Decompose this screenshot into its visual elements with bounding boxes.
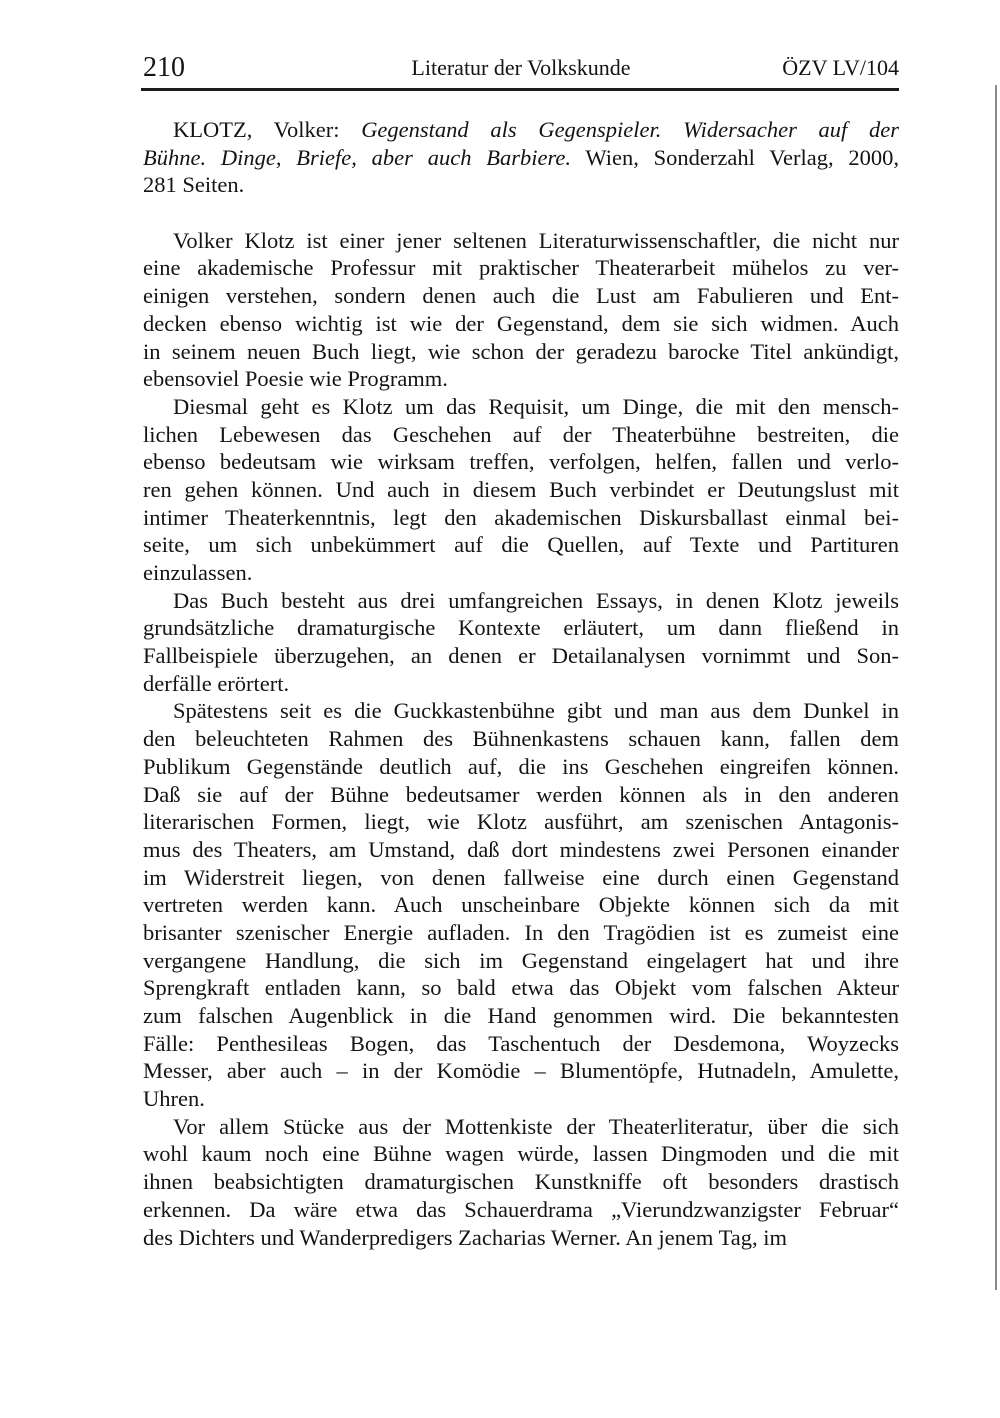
citation-title-italic: Gegenstand als Gegenspieler. Widersacher auf der — [361, 117, 899, 142]
text-line: brisanter szenischer Energie aufladen. In den Tragödien ist es zumeist eine — [143, 919, 899, 945]
text-line: ihnen beabsichtigten dramaturgischen Kunstkniffe oft besonders drastisch — [143, 1169, 899, 1195]
citation-title-italic: Bühne. Dinge, Briefe, aber auch Barbiere. — [143, 144, 572, 170]
citation-line — [143, 144, 899, 172]
text-line: ren gehen können. Und auch in diesem Buch verbindet er Deutungslust mit — [143, 476, 899, 502]
text-line: Fallbeispiele überzugehen, an denen er Detailanalysen vornimmt und Son- — [143, 643, 899, 669]
text-block — [143, 116, 899, 1251]
text-line: wohl kaum noch eine Bühne wagen würde, lassen Dingmoden und die mit — [143, 1141, 899, 1167]
text-line: vergangene Handlung, die sich im Gegenstand eingelagert hat und ihre — [143, 947, 899, 973]
citation-line — [143, 171, 899, 199]
text-line: derfälle erörtert. — [143, 670, 290, 696]
page-number: 210 — [143, 52, 185, 83]
text-line: Das Buch besteht aus drei umfangreichen Essays, in denen Klotz jeweils — [173, 587, 899, 613]
text-line: vertreten werden kann. Auch unscheinbare Objekte können sich da mit — [143, 892, 899, 918]
review-body — [143, 227, 899, 1251]
paragraph — [143, 587, 899, 698]
text-line: Spätestens seit es die Guckkastenbühne gibt und man aus dem Dunkel in — [173, 698, 899, 724]
text-line: Messer, aber auch – in der Komödie – Blumentöpfe, Hutnadeln, Amulette, — [143, 1058, 899, 1084]
text-line: intimer Theaterkenntnis, legt den akademischen Diskursballast einmal bei- — [143, 504, 899, 530]
text-line: Daß sie auf der Bühne bedeutsamer werden können als in den anderen — [143, 781, 899, 807]
paragraph — [143, 697, 899, 1112]
text-line: des Dichters und Wanderpredigers Zacharias Werner. An jenem Tag, im — [143, 1224, 787, 1250]
page-header — [143, 48, 899, 82]
text-line: lichen Lebewesen das Geschehen auf der Theaterbühne bestreiten, die — [143, 421, 899, 447]
text-line: Fälle: Penthesileas Bogen, das Taschentuch der Desdemona, Woyzecks — [143, 1030, 899, 1056]
text-line: Diesmal geht es Klotz um das Requisit, um Dinge, die mit den mensch- — [173, 393, 899, 419]
text-line: grundsätzliche dramaturgische Kontexte erläutert, um dann fließend in — [143, 615, 899, 641]
text-line: decken ebenso wichtig ist wie der Gegenstand, dem sie sich widmen. Auch — [143, 310, 899, 336]
text-line: erkennen. Da wäre etwa das Schauerdrama „Vierundzwanzigster Februar“ — [143, 1196, 899, 1222]
text-line: seite, um sich unbekümmert auf die Quellen, auf Texte und Partituren — [143, 532, 899, 558]
citation-text: 281 Seiten. — [143, 172, 245, 198]
text-line: eine akademische Professur mit praktischer Theaterarbeit mühelos zu ver- — [143, 255, 899, 281]
issue-label: ÖZV LV/104 — [782, 55, 899, 80]
text-line: einzulassen. — [143, 560, 253, 585]
text-line: ebenso bedeutsam wie wirksam treffen, verfolgen, helfen, fallen und verlo- — [143, 449, 899, 475]
text-line: Publikum Gegenstände deutlich auf, die ins Geschehen eingreifen können. — [143, 753, 899, 779]
text-line: Vor allem Stücke aus der Mottenkiste der Theaterliteratur, über die sich — [173, 1113, 899, 1139]
paragraph — [143, 1113, 899, 1251]
citation-line — [143, 116, 899, 144]
book-citation — [143, 116, 899, 199]
text-line: ebensoviel Poesie wie Programm. — [143, 366, 448, 392]
text-line: Uhren. — [143, 1086, 205, 1112]
citation-text: KLOTZ, Volker: — [173, 117, 362, 142]
text-line: mus des Theaters, am Umstand, daß dort mindestens zwei Personen einander — [143, 836, 899, 862]
paragraph — [143, 227, 899, 393]
scan-edge-artifact — [995, 85, 997, 1290]
text-line: zum falschen Augenblick in die Hand genommen wird. Die bekanntesten — [143, 1003, 899, 1028]
running-title: Literatur der Volkskunde — [411, 55, 631, 80]
text-line: Volker Klotz ist einer jener seltenen Literaturwissenschaftler, die nicht nur — [173, 227, 899, 253]
citation-text: Wien, Sonderzahl Verlag, 2000, — [571, 144, 899, 170]
text-line: literarischen Formen, liegt, wie Klotz ausführt, am szenischen Antagonis- — [143, 809, 899, 835]
text-line: in seinem neuen Buch liegt, wie schon der geradezu barocke Titel ankündigt, — [143, 338, 899, 364]
text-line: den beleuchteten Rahmen des Bühnenkastens schauen kann, fallen dem — [143, 726, 899, 752]
text-line: im Widerstreit liegen, von denen fallweise eine durch einen Gegenstand — [143, 864, 899, 890]
text-line: Sprengkraft entladen kann, so bald etwa das Objekt vom falschen Akteur — [143, 975, 899, 1001]
text-line: einigen verstehen, sondern denen auch die Lust am Fabulieren und Ent- — [143, 283, 899, 309]
header-rule — [141, 88, 899, 91]
paragraph — [143, 393, 899, 587]
